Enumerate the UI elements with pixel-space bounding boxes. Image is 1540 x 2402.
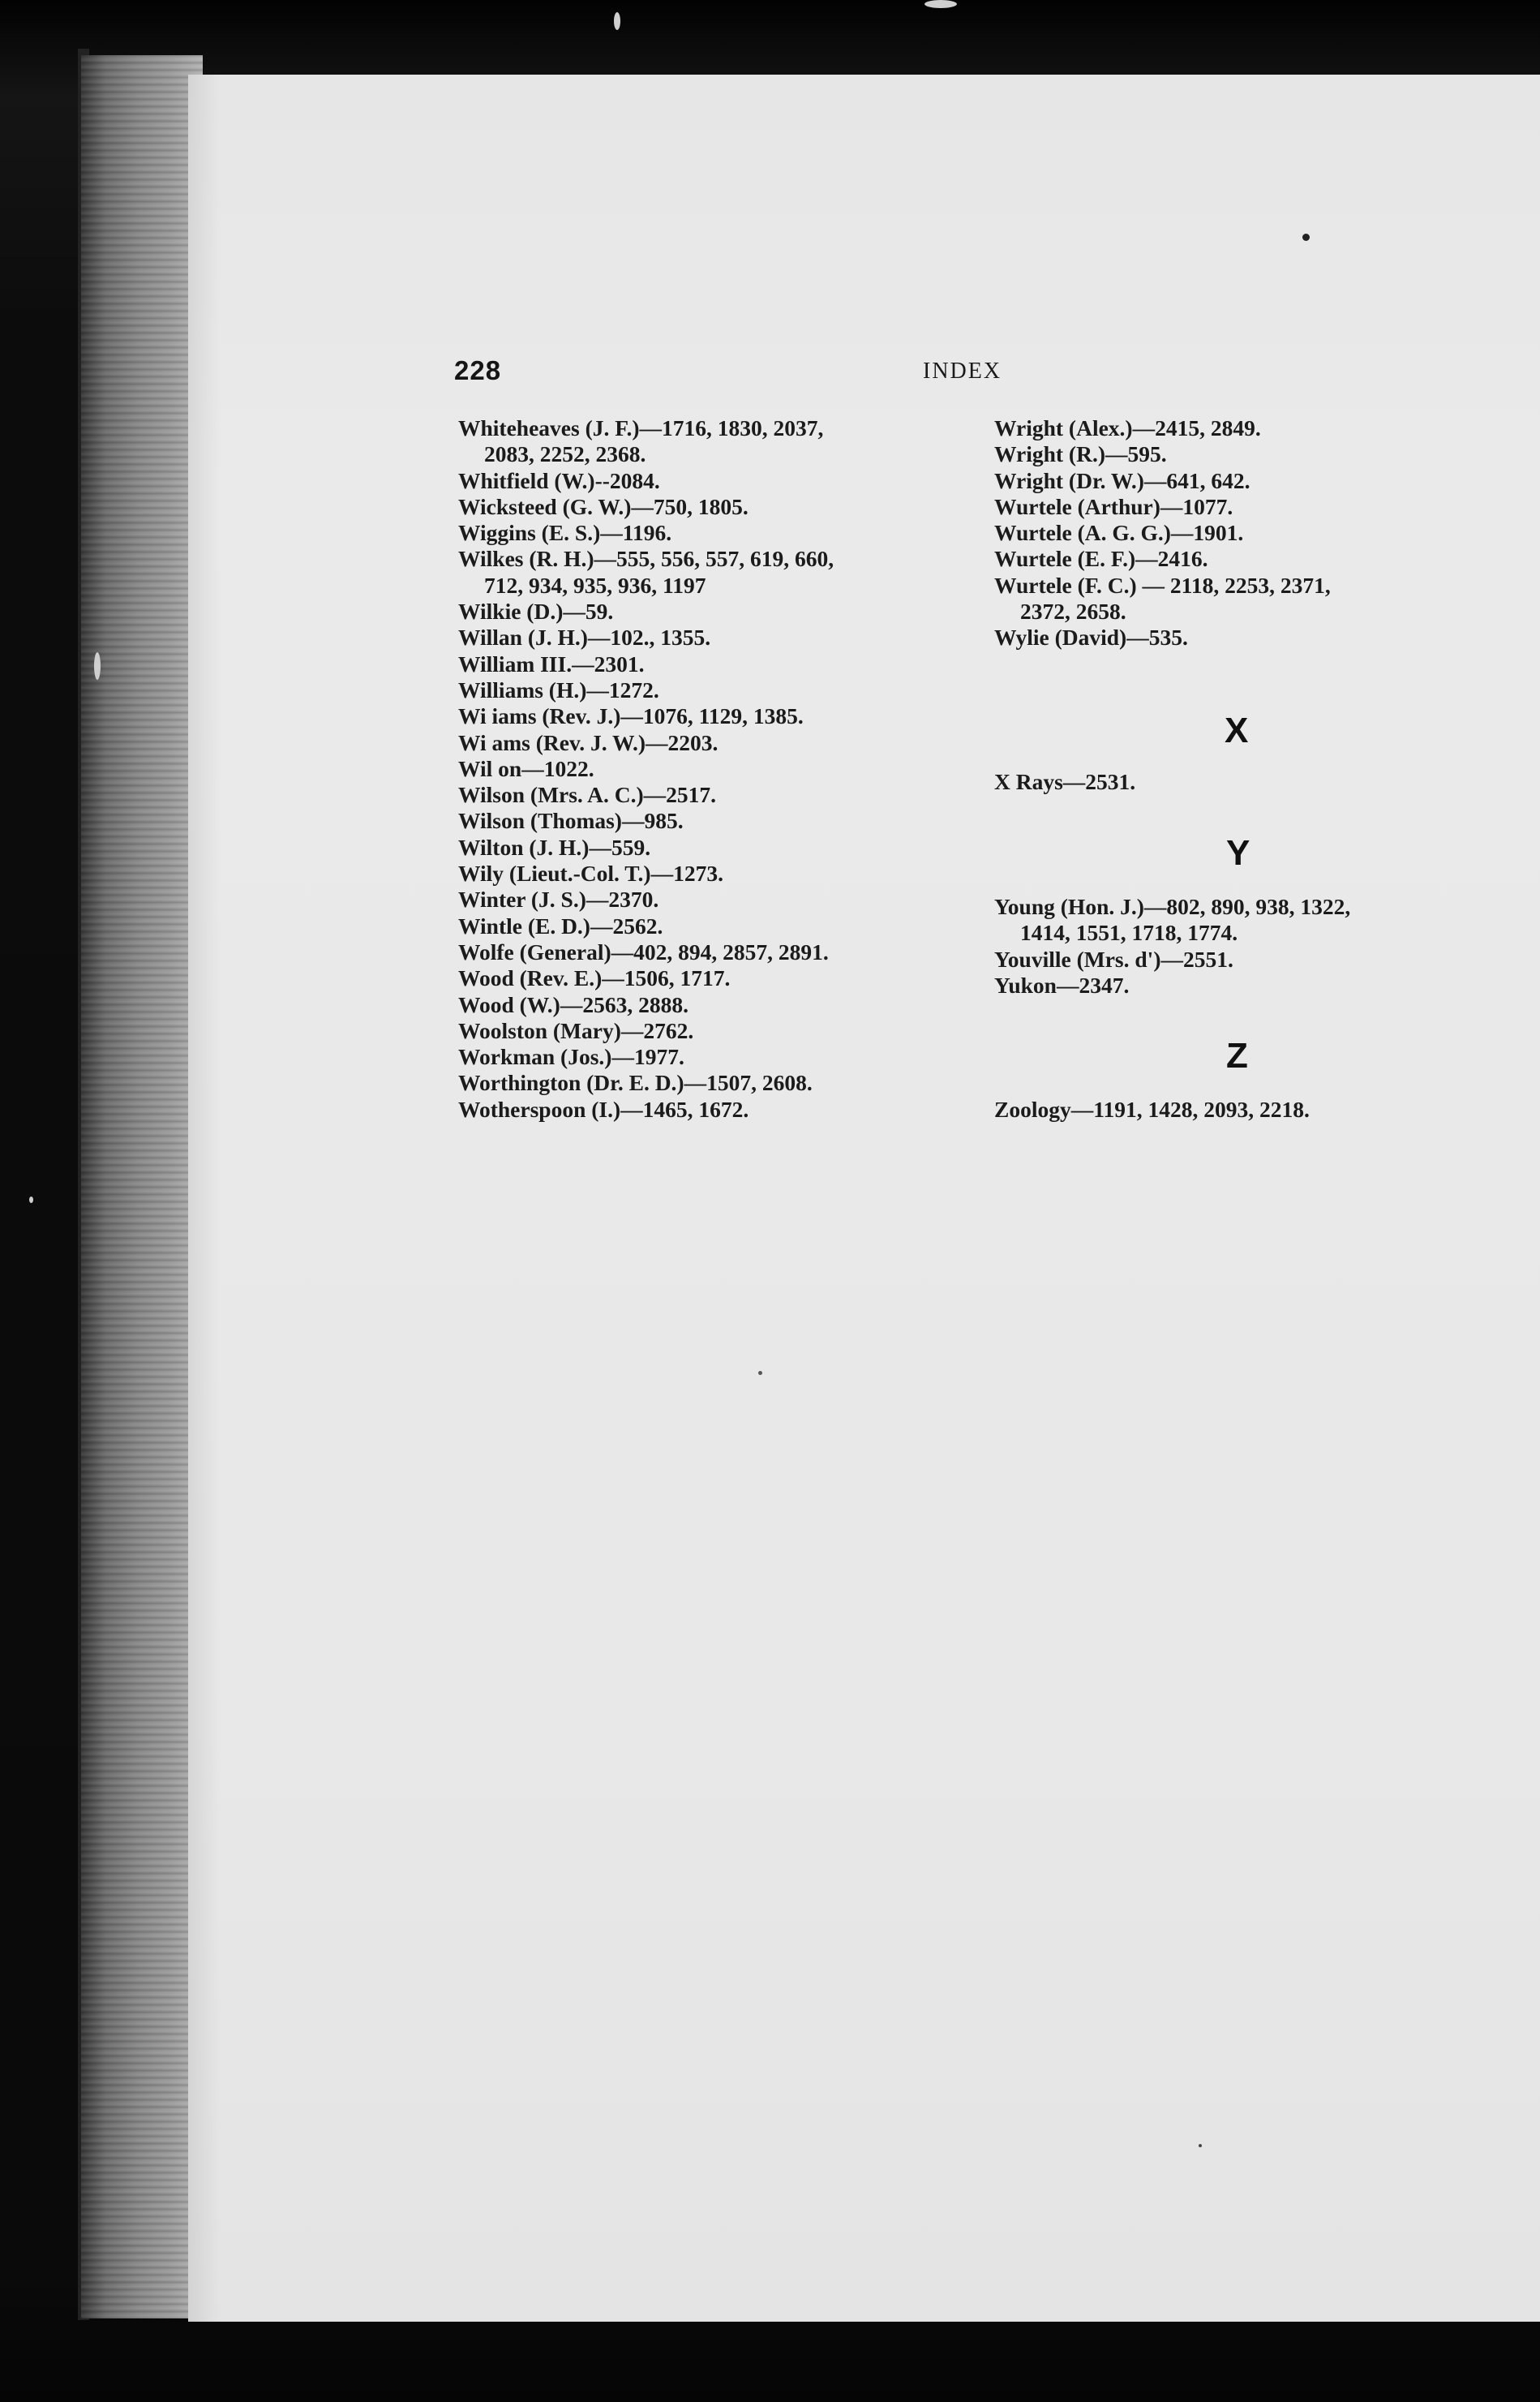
index-entry: Youville (Mrs. d')—2551. — [994, 946, 1233, 972]
book-page — [188, 75, 1540, 2322]
index-entry: Wotherspoon (I.)—1465, 1672. — [458, 1096, 749, 1122]
section-heading-y: Y — [1226, 833, 1250, 873]
index-section-x — [994, 769, 1505, 795]
index-entry: Wurtele (A. G. G.)—1901. — [994, 520, 1244, 546]
index-entry: Woolston (Mary)—2762. — [458, 1017, 694, 1043]
index-entry: Wurtele (F. C.) — 2118, 2253, 2371, — [994, 572, 1331, 598]
scan-speck — [924, 0, 957, 8]
index-entry: Wiggins (E. S.)—1196. — [458, 520, 672, 546]
index-entry: X Rays—2531. — [994, 769, 1136, 794]
page-header — [0, 355, 1540, 388]
scan-speck — [29, 1197, 33, 1203]
index-entry: Wi ams (Rev. J. W.)—2203. — [458, 729, 719, 755]
index-entry: Winter (J. S.)—2370. — [458, 887, 659, 913]
index-entry: Wil on—1022. — [458, 755, 594, 781]
index-entry: Wily (Lieut.-Col. T.)—1273. — [458, 861, 723, 887]
index-column-right — [994, 415, 1505, 651]
index-entry: Williams (H.)—1272. — [458, 677, 659, 703]
index-entry: Wurtele (Arthur)—1077. — [994, 493, 1233, 519]
scan-speck — [1302, 234, 1310, 241]
index-entry: Whitfield (W.)--2084. — [458, 467, 660, 493]
index-entry: Willan (J. H.)—102., 1355. — [458, 625, 711, 651]
scan-speck — [94, 652, 101, 680]
page-number: 228 — [454, 355, 502, 385]
index-entry: Wilkie (D.)—59. — [458, 599, 614, 625]
scan-speck — [758, 1371, 762, 1375]
index-entry: Wood (W.)—2563, 2888. — [458, 991, 688, 1017]
index-entry: William III.—2301. — [458, 651, 645, 677]
index-entry: Wicksteed (G. W.)—750, 1805. — [458, 493, 749, 519]
scan-speck — [614, 12, 620, 30]
index-entry: Wurtele (E. F.)—2416. — [994, 546, 1208, 572]
index-entry: Wi iams (Rev. J.)—1076, 1129, 1385. — [458, 703, 804, 729]
section-heading-x: X — [1225, 711, 1249, 750]
book-page-edges — [81, 55, 203, 2318]
scan-speck — [1199, 2144, 1202, 2147]
index-entry: Wilkes (R. H.)—555, 556, 557, 619, 660, — [458, 546, 834, 572]
index-entry: Whiteheaves (J. F.)—1716, 1830, 2037, — [458, 415, 824, 440]
index-entry: Worthington (Dr. E. D.)—1507, 2608. — [458, 1070, 813, 1096]
running-head: INDEX — [923, 359, 1002, 384]
index-entry: Wood (Rev. E.)—1506, 1717. — [458, 965, 731, 991]
index-entry-continuation: 1414, 1551, 1718, 1774. — [1020, 920, 1238, 946]
index-entry: Wright (Dr. W.)—641, 642. — [994, 467, 1250, 493]
index-entry: Wolfe (General)—402, 894, 2857, 2891. — [458, 939, 829, 965]
index-section-y — [994, 894, 1505, 999]
index-entry: Wilson (Thomas)—985. — [458, 808, 684, 834]
index-entry: Wright (Alex.)—2415, 2849. — [994, 415, 1261, 440]
index-column-left — [458, 415, 953, 1123]
index-section-z — [994, 1097, 1505, 1123]
index-entry: Zoology—1191, 1428, 2093, 2218. — [994, 1097, 1310, 1122]
index-entry-continuation: 712, 934, 935, 936, 1197 — [484, 572, 706, 598]
index-entry: Workman (Jos.)—1977. — [458, 1044, 684, 1070]
index-entry: Wylie (David)—535. — [994, 625, 1188, 651]
index-entry: Young (Hon. J.)—802, 890, 938, 1322, — [994, 894, 1351, 919]
index-entry-continuation: 2083, 2252, 2368. — [484, 441, 646, 467]
index-entry-continuation: 2372, 2658. — [1020, 599, 1126, 625]
index-entry: Wilson (Mrs. A. C.)—2517. — [458, 782, 717, 808]
index-entry: Wintle (E. D.)—2562. — [458, 913, 663, 939]
page-gutter-shadow — [188, 75, 221, 2322]
index-entry: Wright (R.)—595. — [994, 441, 1167, 467]
index-entry: Wilton (J. H.)—559. — [458, 834, 651, 860]
index-entry: Yukon—2347. — [994, 972, 1130, 998]
section-heading-z: Z — [1226, 1036, 1248, 1076]
